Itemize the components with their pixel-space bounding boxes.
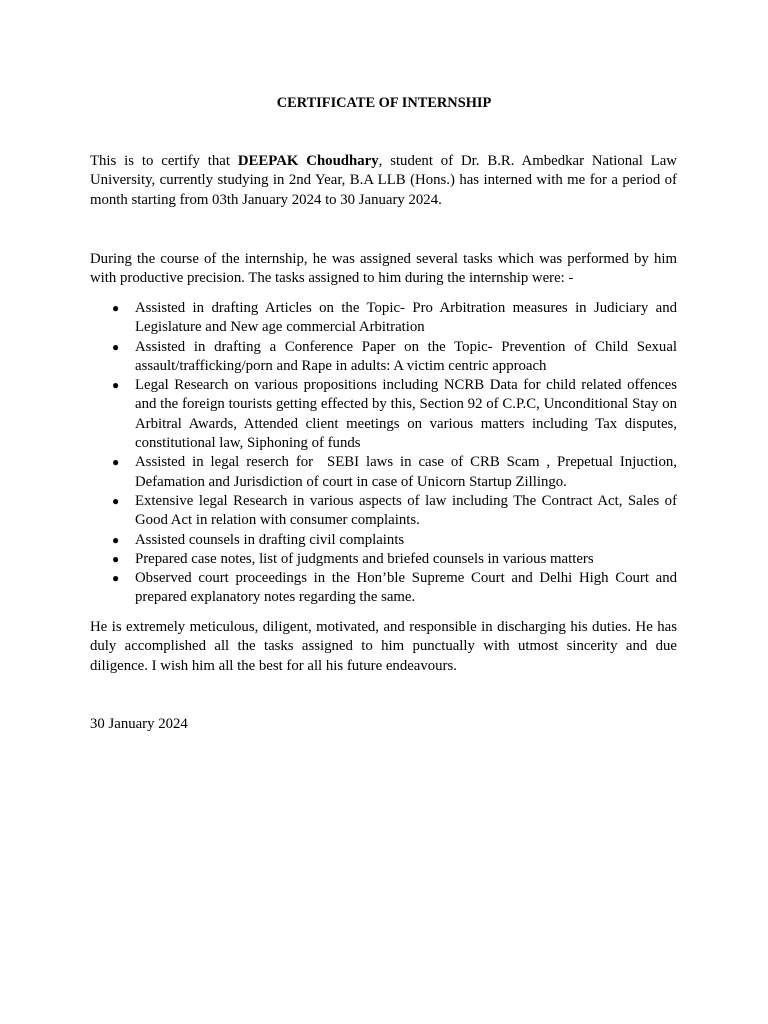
- task-text: Extensive legal Research in various aspects of law including The Contract Act, Sales of Good Act in relation with consumer complaints.: [135, 492, 677, 529]
- task-text: Assisted in drafting a Conference Paper on the Topic- Prevention of Child Sexual assault/trafficking/porn and Rape in adults: A victim centric approach: [135, 338, 677, 374]
- list-item: [90, 531, 677, 550]
- bullet-icon: ●: [112, 532, 120, 547]
- task-text: Legal Research on various propositions including NCRB Data for child related offences and the foreign tourists getting effected by this, Section 92 of C.P.C, Unconditional Stay on Arbitral Awards, Attended client meetings on various matters including Tax disputes, constitutional law, Siphoning of funds: [135, 377, 677, 452]
- tasks-list: [90, 299, 681, 608]
- intro-text-after-name: , student of Dr. B.R. Ambedkar National Law University, currently studying in 2nd Year, B.A LLB (Hons.) has interned with me for a period of month starting from 03th January 2024 to 30 January 2024.: [90, 153, 677, 208]
- bullet-icon: ●: [112, 339, 120, 354]
- closing-paragraph: He is extremely meticulous, diligent, motivated, and responsible in discharging his duties. He has duly accomplished all the tasks assigned to him punctually with utmost sincerity and due diligence. I wish him all the best for all his future endeavours.: [90, 619, 677, 674]
- task-text: Assisted in legal reserch for SEBI laws in case of CRB Scam , Prepetual Injuction, Defamation and Jurisdiction of court in case of Unicorn Startup Zillingo.: [135, 454, 681, 490]
- intro-text-before-name: This is to certify that: [90, 153, 238, 169]
- list-item: [90, 492, 677, 531]
- intern-name: DEEPAK Choudhary: [237, 153, 379, 169]
- list-item: [90, 338, 677, 377]
- tasks-intro-paragraph: During the course of the internship, he was assigned several tasks which was performed by him with productive precision. The tasks assigned to him during the internship were: -: [90, 251, 677, 287]
- bullet-icon: ●: [112, 551, 120, 566]
- certificate-date: 30 January 2024: [90, 716, 188, 732]
- task-text: Prepared case notes, list of judgments and briefed counsels in various matters: [135, 550, 594, 567]
- task-text: Observed court proceedings in the Hon’ble Supreme Court and Delhi High Court and prepared explanatory notes regarding the same.: [135, 570, 677, 606]
- bullet-icon: ●: [112, 455, 120, 470]
- list-item: [90, 299, 677, 338]
- list-item: [90, 453, 681, 492]
- bullet-icon: ●: [112, 493, 120, 508]
- list-item: [90, 569, 677, 608]
- certificate-title: CERTIFICATE OF INTERNSHIP: [276, 95, 492, 111]
- list-item: [90, 376, 677, 453]
- bullet-icon: ●: [112, 571, 120, 586]
- task-text: Assisted counsels in drafting civil complaints: [135, 531, 405, 548]
- bullet-icon: ●: [112, 378, 120, 393]
- task-text: Assisted in drafting Articles on the Topic- Pro Arbitration measures in Judiciary and Legislature and New age commercial Arbitration: [135, 300, 677, 336]
- list-item: [90, 550, 677, 569]
- bullet-icon: ●: [112, 301, 120, 315]
- intro-paragraph: [90, 152, 677, 210]
